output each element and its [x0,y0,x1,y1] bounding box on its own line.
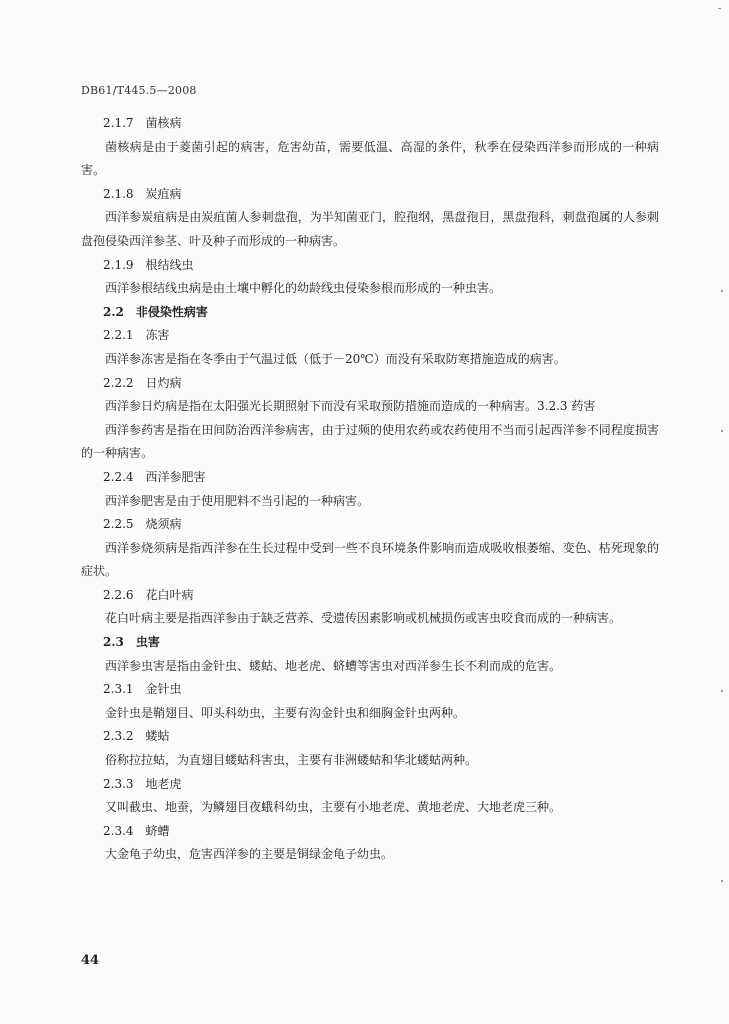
heading-number: 2.1.9 [103,257,134,272]
heading-title: 非侵染性病害 [135,304,208,319]
section-heading [81,631,659,655]
scan-mark [721,290,723,292]
heading-number: 2.2.4 [103,469,134,484]
paragraph: 西洋参日灼病是指在太阳强光长期照射下而没有采取预防措施而造成的一种病害。3.2.3 药害 [105,399,596,414]
heading-title: 金针虫 [145,682,182,697]
heading-number: 2.2.1 [103,328,134,343]
scan-mark [721,430,723,432]
subsection-heading [81,584,659,608]
heading-number: 2.2.5 [103,517,134,532]
heading-title: 冻害 [145,328,170,343]
heading-number: 2.3.4 [103,823,134,838]
heading-number: 2.1.7 [103,116,134,130]
paragraph: 西洋参虫害是指由金针虫、蝼蛄、地老虎、蛴螬等害虫对西洋参生长不利而成的危害。 [105,658,562,673]
subsection-heading [81,372,659,396]
document-id: DB61/T445.5—2008 [81,84,197,97]
heading-title: 花白叶病 [145,587,194,602]
subsection-heading [81,678,659,702]
heading-title: 炭疽病 [145,186,182,201]
heading-title: 根结线虫 [145,257,194,272]
subsection-heading [81,773,659,797]
heading-number: 2.3.1 [103,682,134,697]
heading-title: 日灼病 [145,375,182,390]
heading-number: 2.2.2 [103,375,134,390]
subsection-heading [81,324,659,348]
heading-number: 2.1.8 [103,186,134,201]
heading-title: 烧须病 [145,517,182,532]
scan-mark [721,690,723,692]
document-body [81,112,659,867]
paragraph: 花白叶病主要是指西洋参由于缺乏营养、受遗传因素影响或机械损伤或害虫咬食而成的一种病害。 [105,611,622,626]
heading-title: 蛴螬 [145,823,170,838]
subsection-heading [81,183,659,207]
paragraph: 西洋参药害是指在田间防治西洋参病害，由于过频的使用农药或农药使用不当而引起西洋参不同程度损害的一种病害。 [81,422,659,461]
subsection-heading [81,820,659,844]
paragraph: 西洋参烧须病是指西洋参在生长过程中受到一些不良环境条件影响而造成吸收根萎缩、变色、枯死现象的症状。 [81,540,659,579]
paragraph: 西洋参冻害是指在冬季由于气温过低（低于－20℃）而没有采取防寒措施造成的病害。 [105,351,566,366]
subsection-heading [81,513,659,537]
paragraph: 西洋参炭疽病是由炭疽菌人参刺盘孢，为半知菌亚门，腔孢纲，黑盘孢目，黑盘孢科，刺盘孢属的人参刺盘孢侵染西洋参茎、叶及种子而形成的一种病害。 [81,210,659,248]
paragraph: 西洋参根结线虫病是由土壤中孵化的幼龄线虫侵染参根而形成的一种虫害。 [105,281,502,296]
scan-mark [721,880,723,882]
section-heading [81,301,659,325]
paragraph: 大金龟子幼虫，危害西洋参的主要是铜绿金龟子幼虫。 [105,847,394,862]
heading-number: 2.2 [103,304,124,319]
paragraph: 又叫截虫、地蚕，为鳞翅目夜蛾科幼虫，主要有小地老虎、黄地老虎、大地老虎三种。 [105,800,562,815]
heading-title: 菌核病 [145,116,182,130]
paragraph: 金针虫是鞘翅目、叩头科幼虫，主要有沟金针虫和细胸金针虫两种。 [105,705,466,720]
subsection-heading [81,725,659,749]
heading-title: 蝼蛄 [145,729,170,744]
subsection-heading [81,254,659,278]
heading-number: 2.3 [103,635,124,650]
paragraph: 俗称拉拉蛄，为直翅目蝼蛄科害虫，主要有非洲蝼蛄和华北蝼蛄两种。 [105,753,478,768]
heading-title: 西洋参肥害 [145,469,206,484]
heading-number: 2.3.2 [103,729,134,744]
paragraph: 西洋参肥害是由于使用肥料不当引起的一种病害。 [105,493,370,508]
subsection-heading [81,466,659,490]
page-number: 44 [81,953,100,968]
heading-number: 2.2.6 [103,587,134,602]
heading-title: 虫害 [135,635,160,650]
subsection-heading [81,112,659,136]
heading-number: 2.3.3 [103,776,134,791]
scan-mark [718,8,721,9]
paragraph: 菌核病是由于菱菌引起的病害，危害幼苗，需要低温、高湿的条件，秋季在侵染西洋参而形成的一种病害。 [81,139,659,178]
heading-title: 地老虎 [145,776,182,791]
